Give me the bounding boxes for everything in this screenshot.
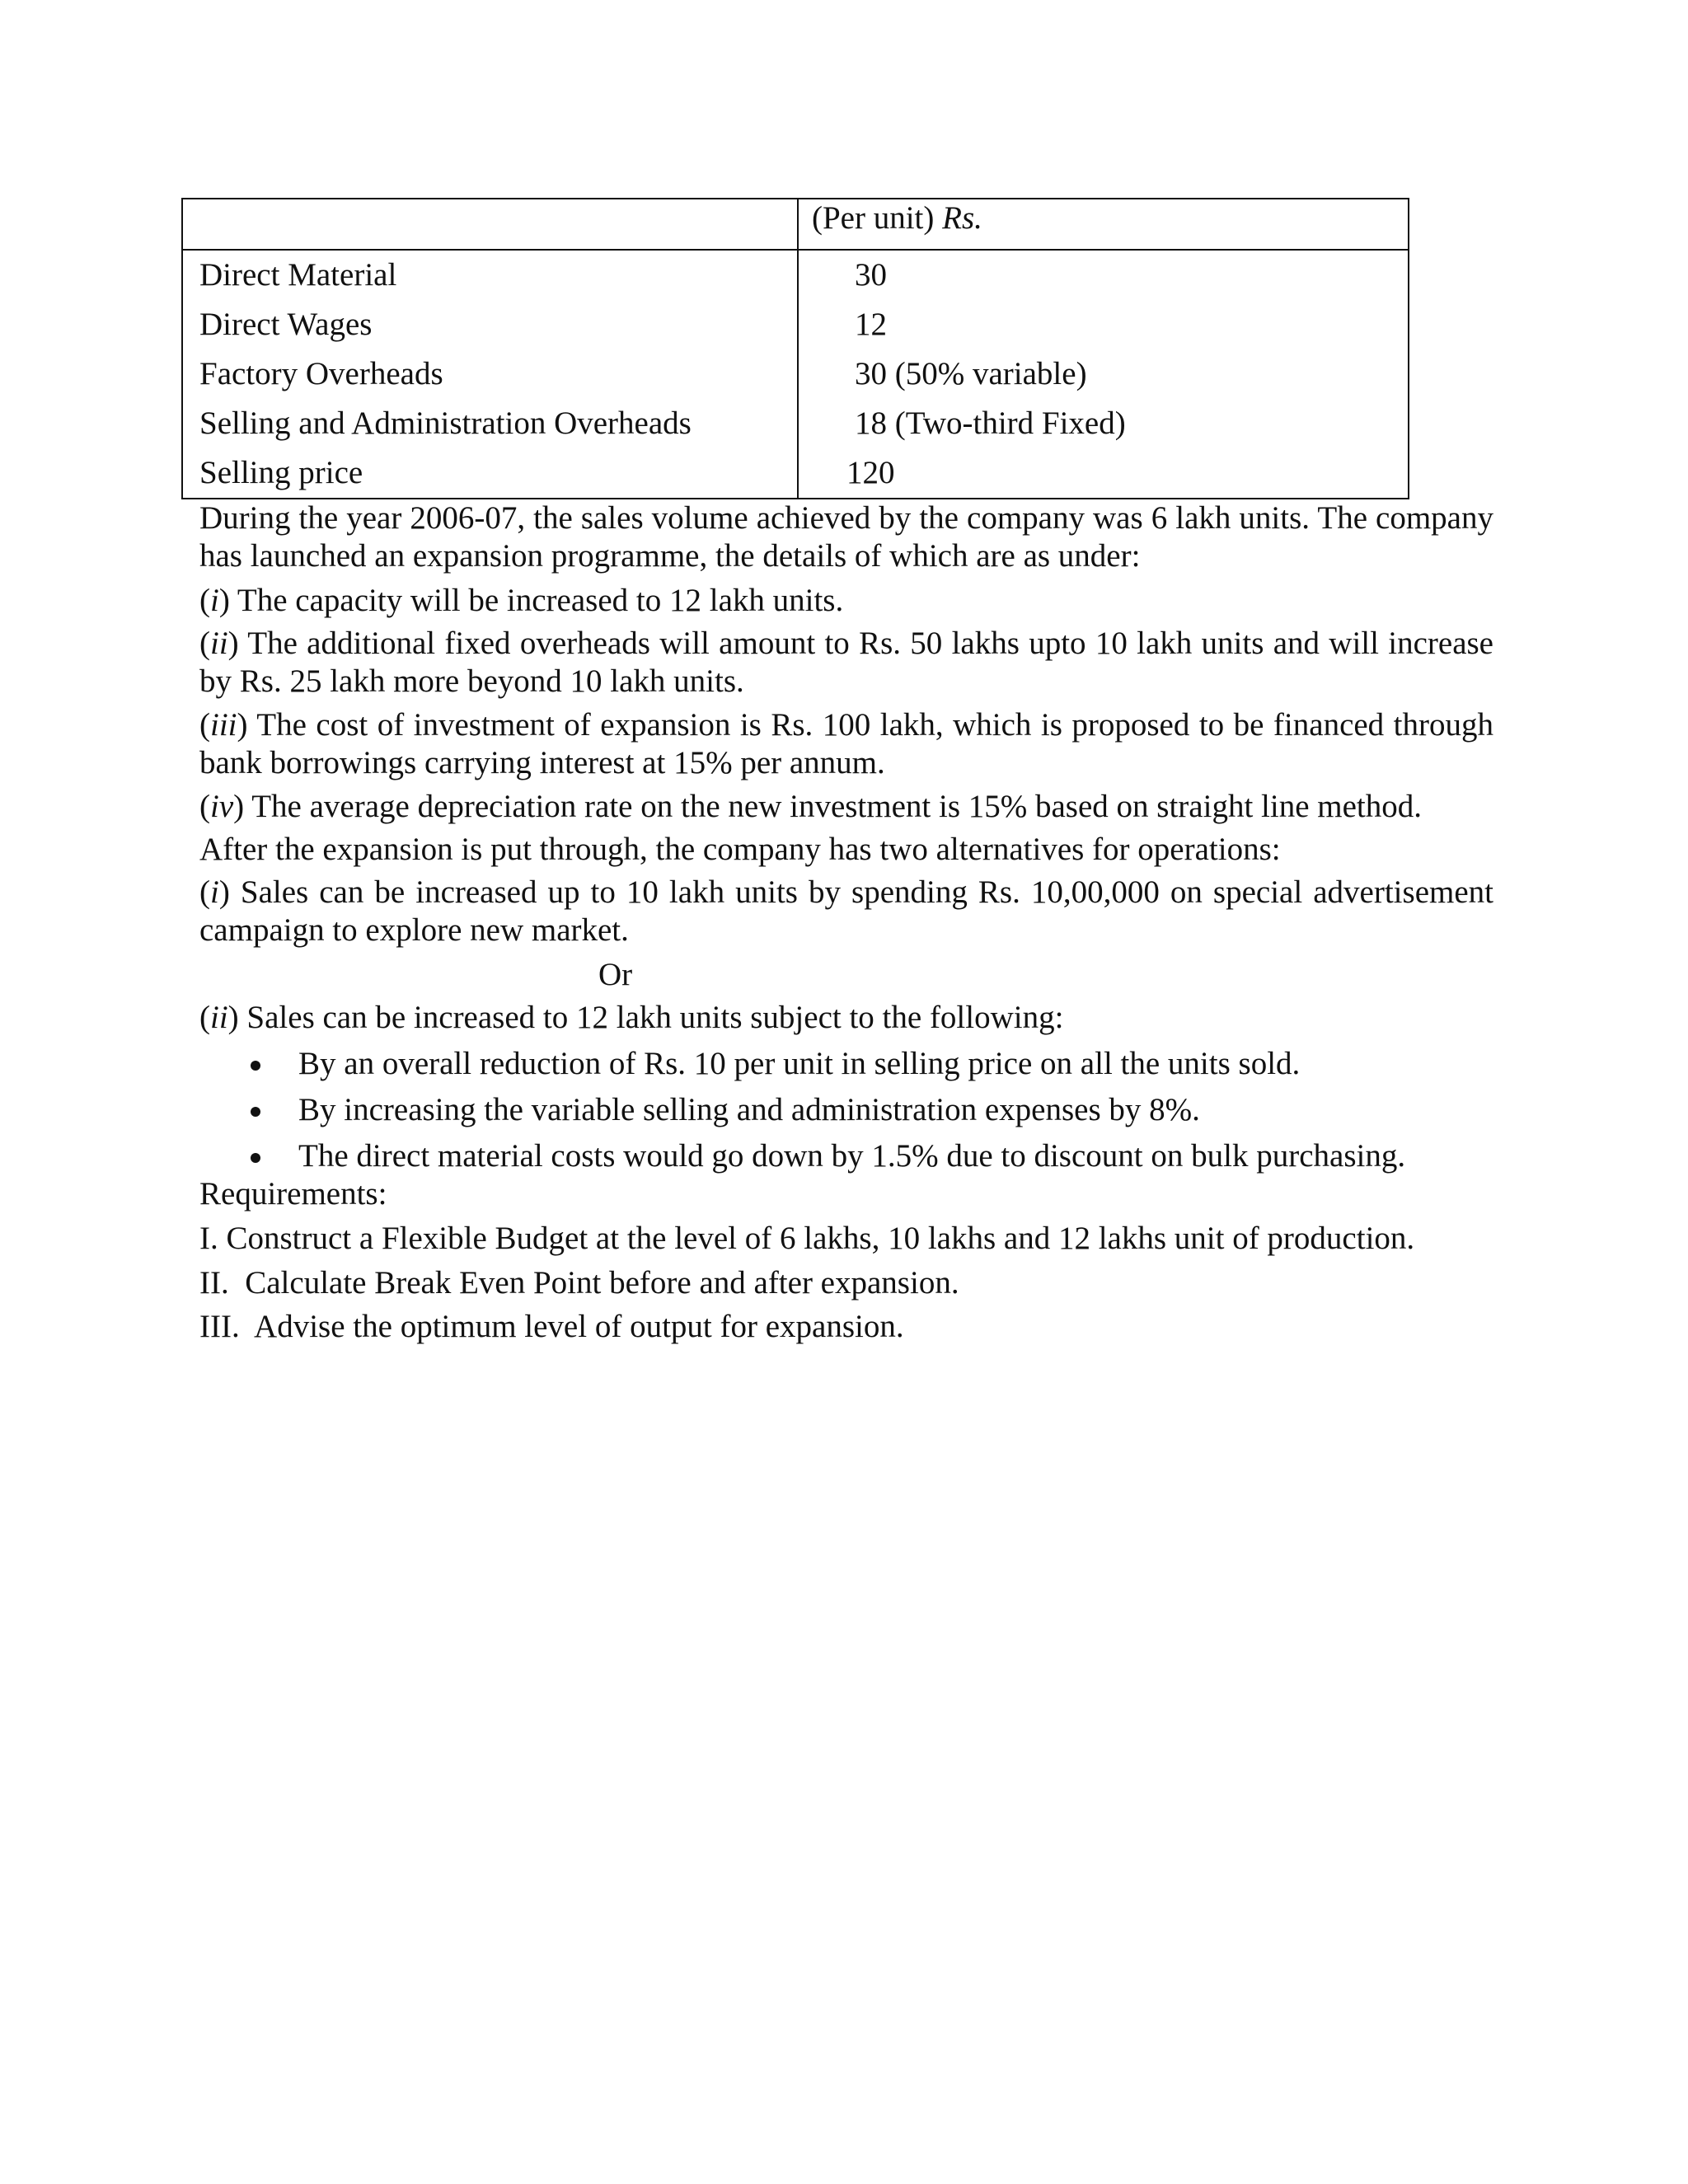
cost-table: [181, 198, 1409, 499]
table-row: [182, 250, 1409, 300]
row-item: Factory Overheads: [182, 349, 798, 399]
row-value: 18 (Two-third Fixed): [798, 399, 1409, 448]
table-row: [182, 399, 1409, 448]
table-row: [182, 448, 1409, 499]
item-text: The capacity will be increased to 12 lakh units.: [237, 583, 844, 618]
table-header-blank: [182, 199, 798, 250]
item-text: Sales can be increased up to 10 lakh units by spending Rs. 10,00,000 on special advertisement campaign to explore new market.: [199, 874, 1493, 948]
row-item: Direct Wages: [182, 300, 798, 349]
or-separator: Or: [598, 957, 633, 992]
expansion-item: (iii) The cost of investment of expansion is Rs. 100 lakh, which is proposed to be financed through bank borrowings carrying interest at 15% per annum.: [199, 707, 1493, 780]
list-item: [247, 1087, 1533, 1133]
table-row: [182, 300, 1409, 349]
item-numeral: ii: [210, 626, 228, 661]
item-text: The additional fixed overheads will amount to Rs. 50 lakhs upto 10 lakh units and will increase by Rs. 25 lakh more beyond 10 lakh units.: [199, 626, 1493, 699]
row-value: 30: [798, 250, 1409, 300]
expansion-item: (iv) The average depreciation rate on the new investment is 15% based on straight line method.: [199, 789, 1422, 824]
list-item: [247, 1041, 1533, 1087]
item-numeral: iii: [210, 707, 237, 743]
bullet-icon: [251, 1153, 260, 1163]
alternative-item: (i) Sales can be increased up to 10 lakh units by spending Rs. 10,00,000 on special advertisement campaign to explore new market.: [199, 874, 1493, 948]
item-numeral: i: [210, 583, 219, 618]
item-numeral: ii: [210, 1000, 228, 1035]
row-value: 12: [798, 300, 1409, 349]
alternatives-intro: After the expansion is put through, the company has two alternatives for operations:: [199, 832, 1281, 867]
bullet-text: By an overall reduction of Rs. 10 per unit in selling price on all the units sold.: [298, 1046, 1301, 1081]
header-value: (Per unit): [812, 200, 935, 236]
item-numeral: iv: [210, 789, 234, 824]
item-text: The cost of investment of expansion is Rs. 100 lakh, which is proposed to be financed through bank borrowings carrying interest at 15% per annum.: [199, 707, 1493, 780]
alternative-item: (ii) Sales can be increased to 12 lakh units subject to the following:: [199, 1000, 1064, 1035]
bullet-text: The direct material costs would go down by 1.5% due to discount on bulk purchasing.: [298, 1138, 1406, 1174]
row-value: 120: [798, 448, 1409, 499]
table-row: [182, 349, 1409, 399]
bullet-icon: [251, 1061, 260, 1071]
row-value: 30 (50% variable): [798, 349, 1409, 399]
bullet-icon: [251, 1107, 260, 1117]
requirement-item: II. Calculate Break Even Point before and after expansion.: [199, 1265, 959, 1301]
condition-list: [247, 1041, 1533, 1179]
row-item: Selling price: [182, 448, 798, 499]
item-text: Sales can be increased to 12 lakh units subject to the following:: [246, 1000, 1064, 1035]
intro-paragraph: During the year 2006-07, the sales volume achieved by the company was 6 lakh units. The company has launched an expansion programme, the details of which are as under:: [199, 500, 1493, 574]
row-item: Selling and Administration Overheads: [182, 399, 798, 448]
requirement-item: I. Construct a Flexible Budget at the level of 6 lakhs, 10 lakhs and 12 lakhs unit of production.: [199, 1221, 1415, 1256]
item-numeral: i: [210, 874, 219, 910]
item-text: The average depreciation rate on the new investment is 15% based on straight line method.: [251, 789, 1422, 824]
expansion-item: (i) The capacity will be increased to 12 lakh units.: [199, 583, 844, 618]
row-item: Direct Material: [182, 250, 798, 300]
requirements-label: Requirements:: [199, 1176, 387, 1212]
header-unit: Rs.: [942, 200, 982, 236]
table-header-row: [182, 199, 1409, 250]
list-item: [247, 1133, 1533, 1179]
table-header-cell: [798, 199, 1409, 250]
expansion-item: (ii) The additional fixed overheads will amount to Rs. 50 lakhs upto 10 lakh units and will increase by Rs. 25 lakh more beyond 10 lakh units.: [199, 626, 1493, 699]
bullet-text: By increasing the variable selling and administration expenses by 8%.: [298, 1092, 1200, 1127]
requirement-item: III. Advise the optimum level of output for expansion.: [199, 1309, 904, 1344]
